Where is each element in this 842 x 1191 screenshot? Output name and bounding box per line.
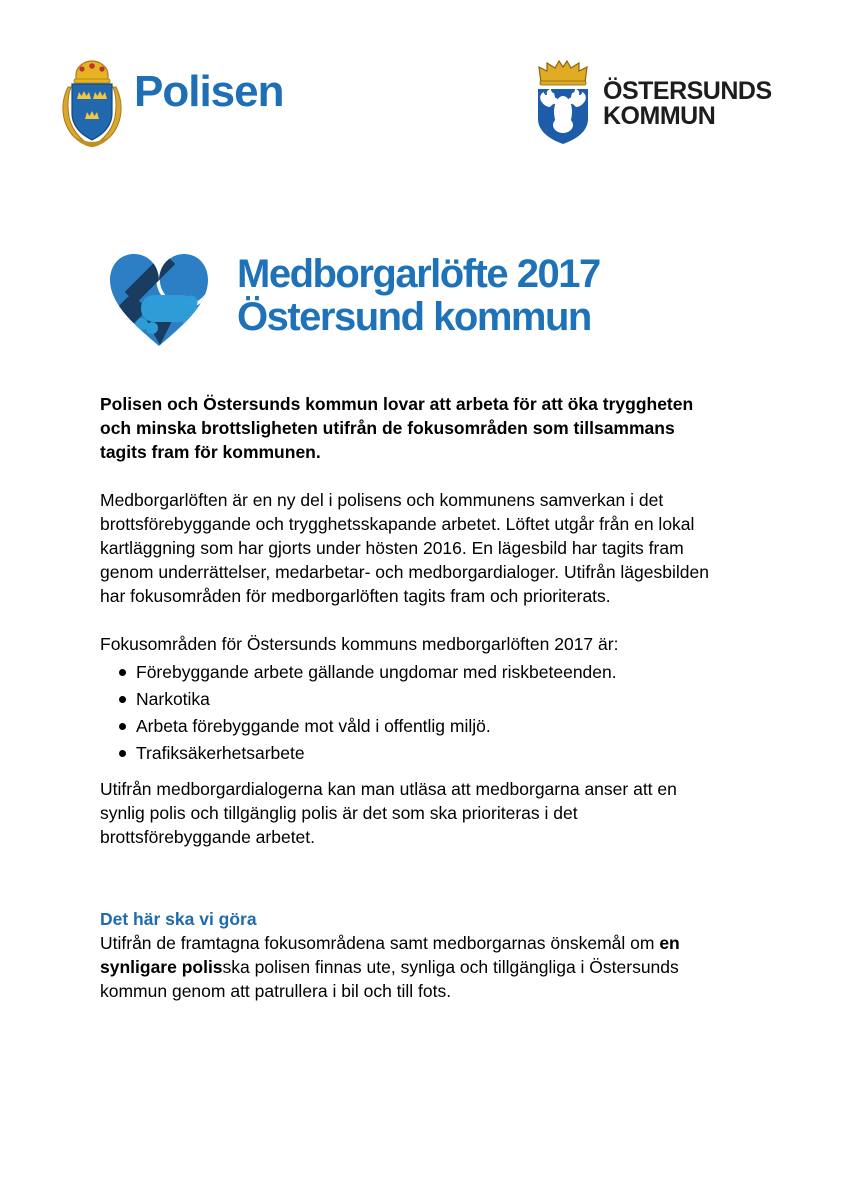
section-heading: Det här ska vi göra [100, 909, 257, 929]
ostersund-wordmark-line1: ÖSTERSUNDS [603, 77, 772, 105]
page-title-line1: Medborgarlöfte 2017 [237, 252, 600, 296]
closing-run3: ska polisen finnas ute, synliga och tillgängliga i Östersunds kommun genom att patrullera i bil och till fots. [100, 957, 679, 1001]
polisen-logo [58, 57, 284, 154]
title-block [103, 245, 600, 362]
list-item [136, 713, 722, 740]
list-item [136, 740, 722, 767]
polisen-crest-icon [58, 57, 126, 154]
list-item-text: Arbeta förebyggande mot våld i offentlig miljö. [136, 716, 491, 736]
handshake-heart-icon [103, 245, 215, 362]
background-paragraph: Medborgarlöften är en ny del i polisens och kommunens samverkan i det brottsförebyggande och trygghetsskapande arbetet. Löftet utgår från en lokal kartläggning som har gjorts under hösten 2016. En lägesbild har tagits fram genom underrättelser, medarbetar- och medborgardialoger. Utifrån lägesbilden har fokusområden för medborgarlöften tagits fram och prioriterats. [100, 490, 709, 606]
closing-run2-bold: en synligare polis [100, 933, 680, 977]
list-item [136, 659, 722, 686]
closing-paragraph [100, 931, 722, 1003]
list-item-text: Trafiksäkerhetsarbete [136, 743, 305, 763]
ostersund-wordmark-line2: KOMMUN [603, 102, 716, 130]
ostersund-kommun-logo [533, 57, 772, 152]
bullet-icon [119, 723, 126, 730]
dialogue-paragraph: Utifrån medborgardialogerna kan man utläsa att medborgarna anser att en synlig polis och tillgänglig polis är det som ska prioriteras i det brottsförebyggande arbetet. [100, 779, 677, 847]
polisen-wordmark: Polisen [134, 67, 284, 116]
intro-paragraph: Polisen och Östersunds kommun lovar att arbeta för att öka tryggheten och minska brottsligheten utifrån de fokusområden som tillsammans tagits fram för kommunen. [100, 394, 694, 462]
page-title-line2: Östersund kommun [237, 295, 591, 339]
page-title [237, 253, 600, 339]
document-body [100, 392, 722, 1027]
focus-areas-lead: Fokusområden för Östersunds kommuns medborgarlöften 2017 är: [100, 634, 619, 654]
ostersund-wordmark [603, 79, 772, 129]
bullet-icon [119, 750, 126, 757]
ostersund-crest-icon [533, 57, 593, 152]
bullet-icon [119, 696, 126, 703]
list-item-text: Förebyggande arbete gällande ungdomar med riskbeteenden. [136, 662, 617, 682]
list-item-text: Narkotika [136, 689, 210, 709]
bullet-icon [119, 669, 126, 676]
closing-run1: Utifrån de framtagna fokusområdena samt medborgarnas önskemål om [100, 933, 660, 953]
list-item [136, 686, 722, 713]
focus-areas-list [100, 659, 722, 767]
